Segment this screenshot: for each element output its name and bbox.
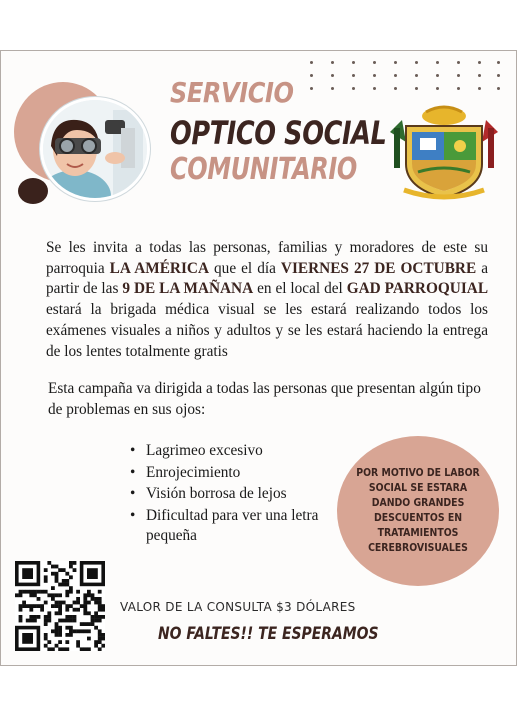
intro-text: que el día (209, 259, 281, 277)
list-item: • Enrojecimiento (128, 463, 328, 484)
symptoms-list (128, 441, 328, 548)
qr-code[interactable] (15, 561, 105, 651)
title-line-1: SERVICIO (170, 76, 294, 109)
parish-coat-of-arms (384, 102, 504, 202)
invitation-paragraph (46, 238, 488, 362)
intro-text: estará la brigada médica visual se les estará realizando todos los exámenes visuales a niños y adultos y se les estará haciendo la entrega de los lentes totalmente gratis (46, 301, 488, 360)
title-line-2: OPTICO SOCIAL (170, 114, 387, 152)
list-item: • Visión borrosa de lejos (128, 484, 328, 505)
event-time: 9 DE LA MAÑANA (122, 280, 254, 298)
intro-text: en el local del (253, 280, 347, 298)
title-line-3: COMUNITARIO (170, 152, 357, 187)
decorative-blob-small (18, 178, 48, 204)
discount-badge (337, 436, 499, 586)
parish-name: LA AMÉRICA (109, 259, 210, 277)
call-to-action: NO FALTES!! TE ESPERAMOS (158, 624, 379, 644)
event-date: VIERNES 27 DE OCTUBRE (280, 259, 477, 277)
consultation-price: VALOR DE LA CONSULTA $3 DÓLARES (120, 600, 356, 614)
list-item: • Dificultad para ver una letra pequeña (128, 506, 328, 547)
intro-text: Se les invita a todas las personas, familias y moradores de este su parroquia (46, 239, 488, 277)
discount-text: POR MOTIVO DE LABOR SOCIAL SE ESTARA DANDO GRANDES DESCUENTOS EN TRATAMIENTOS CEREBROVISUALES (356, 467, 480, 554)
intro-text: a partir de las (46, 259, 488, 298)
campaign-paragraph: Esta campaña va dirigida a todas las personas que presentan algún tipo de problemas en sus ojos: (48, 380, 481, 418)
optometrist-patient-photo (40, 97, 150, 201)
event-venue: GAD PARROQUIAL (346, 280, 489, 298)
list-item: • Lagrimeo excesivo (128, 441, 328, 462)
